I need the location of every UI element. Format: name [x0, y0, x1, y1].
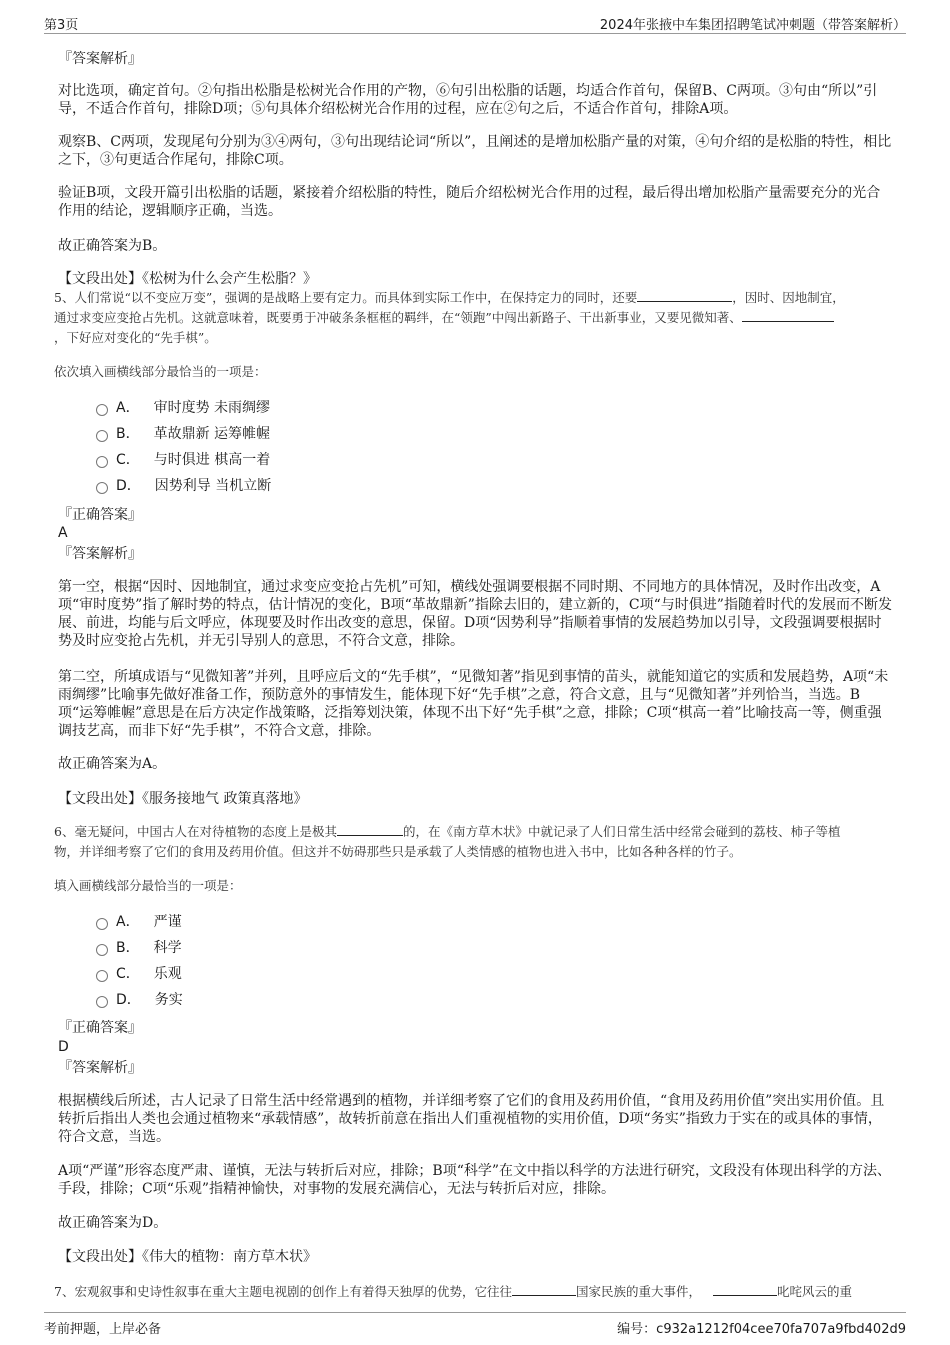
q6-correct-answer: D — [58, 1039, 69, 1055]
q5-analysis-p2: 第二空，所填成语与“见微知著”并列，且呼应后文的“先手棋”，“见微知著”指见到事情的苗头，就能知道它的实质和发展趋势，A项“未雨绸缪”比喻事先做好准备工作，预防意外的事情发生，能体现下好“先手棋”之意，符合文意，且与“见微知著”并列恰当，当选。B项“运筹帷幄”意思是在后方决定作战策略，泛指筹划決策，体现不出下好“先手棋”之意，排除；C项“棋高一着”比喻技高一等，侧重强调技艺高，而非下好“先手棋”，不符合文意，排除。 — [58, 669, 889, 739]
option-letter: A． — [116, 400, 140, 416]
option-text: 乐观 — [153, 966, 182, 982]
document-id: 编号：c932a1212f04cee70fa707a9fbd402d9 — [617, 1322, 906, 1337]
q5-source: 【文段出处】《服务接地气 政策真落地》 — [58, 791, 308, 807]
q6-stem-part2: 的，在《南方草木状》中就记录了人们日常生活中经常会碰到的荔枝、柿子等植 — [402, 824, 841, 839]
option-text: 科学 — [153, 940, 182, 956]
option-text: 严谨 — [153, 914, 182, 930]
q4-final-answer: 故正确答案为B。 — [58, 238, 167, 254]
q4-analysis-p3: 验证B项，文段开篇引出松脂的话题，紧接着介绍松脂的特性，随后介绍松树光合作用的过程，最后得出增加松脂产量需要充分的光合作用的结论，逻辑顺序正确，当选。 — [58, 185, 881, 219]
option-text: 因势利导 当机立断 — [154, 478, 272, 494]
option-text: 审时度势 未雨绸缪 — [153, 400, 271, 416]
q6-option-d[interactable] — [96, 991, 183, 1009]
q5-stem — [54, 288, 894, 348]
q5-stem-part1: 5、人们常说“以不变应万变”，强调的是战略上要有定力。而具体到实际工作中，在保持定力的同时，还要 — [54, 290, 638, 305]
q7-stem-part3: 叱咤风云的重 — [776, 1284, 852, 1299]
q6-stem-part1: 6、毫无疑问，中国古人在对待植物的态度上是极其 — [54, 824, 337, 839]
q6-correct-label: 『正确答案』 — [58, 1020, 142, 1036]
q5-blank-2 — [742, 309, 834, 322]
q7-stem — [54, 1282, 894, 1302]
q7-blank-2 — [713, 1283, 777, 1296]
q6-option-c[interactable] — [96, 965, 182, 983]
q5-stem-part4: ，下好应对变化的“先手棋”。 — [54, 330, 217, 345]
q5-option-c[interactable] — [96, 451, 270, 469]
q4-analysis-label: 『答案解析』 — [58, 51, 142, 67]
q5-stem-part2: ，因时、因地制宜， — [732, 290, 845, 305]
option-letter: B． — [116, 940, 140, 956]
option-letter: D． — [116, 478, 141, 494]
page-footer — [0, 1308, 950, 1345]
q5-stem-part3: 通过求变应变抢占先机。这就意味着，既要勇于冲破条条框框的羁绊，在“领跑”中闯出新路子、干出新事业，又要见微知著、 — [54, 310, 742, 325]
q6-analysis-label: 『答案解析』 — [58, 1060, 142, 1076]
option-text: 与时俱进 棋高一着 — [153, 452, 271, 468]
option-letter: C． — [116, 452, 140, 468]
q7-blank-1 — [512, 1283, 576, 1296]
radio-icon[interactable] — [96, 918, 108, 930]
page-header — [0, 0, 950, 36]
q6-prompt: 填入画横线部分最恰当的一项是： — [54, 878, 242, 893]
option-letter: C． — [116, 966, 140, 982]
q6-option-a[interactable] — [96, 913, 182, 931]
radio-icon[interactable] — [96, 404, 108, 416]
option-letter: D． — [116, 992, 141, 1008]
radio-icon[interactable] — [96, 430, 108, 442]
q5-blank-1 — [637, 289, 732, 302]
option-letter: A． — [116, 914, 140, 930]
q5-option-b[interactable] — [96, 425, 270, 443]
q5-option-d[interactable] — [96, 477, 271, 495]
q5-prompt: 依次填入画横线部分最恰当的一项是： — [54, 364, 267, 379]
radio-icon[interactable] — [96, 970, 108, 982]
q6-source: 【文段出处】《伟大的植物：南方草木状》 — [58, 1249, 317, 1265]
radio-icon[interactable] — [96, 482, 108, 494]
option-letter: B． — [116, 426, 140, 442]
radio-icon[interactable] — [96, 996, 108, 1008]
footer-slogan: 考前押题，上岸必备 — [44, 1322, 162, 1337]
page-number: 第3页 — [44, 18, 79, 33]
q6-option-b[interactable] — [96, 939, 182, 957]
q5-analysis-label: 『答案解析』 — [58, 546, 142, 562]
q6-analysis-p1: 根据横线后所述，古人记录了日常生活中经常遇到的植物，并详细考察了它们的食用及药用价值，“食用及药用价值”突出实用价值。且转折后指出人类也会通过植物来“承载情感”，故转折前意在指出人们重视植物的实用价值，D项“务实”指致力于实在的或具体的事情，符合文意，当选。 — [58, 1093, 885, 1145]
q6-blank-1 — [337, 823, 403, 836]
q4-analysis-p1: 对比选项，确定首句。②句指出松脂是松树光合作用的产物，⑥句引出松脂的话题，均适合作首句，保留B、C两项。③句由“所以”引导，不适合作首句，排除D项；⑤句具体介绍松树光合作用的过程，应在②句之后，不适合作首句，排除A项。 — [58, 83, 878, 117]
header-divider — [44, 33, 906, 34]
q5-analysis-p1: 第一空，根据“因时、因地制宜，通过求变应变抢占先机”可知，横线处强调要根据不同时期、不同地方的具体情况，及时作出改变，A项“审时度势”指了解时势的特点，估计情况的变化，B项“革故鼎新”指除去旧的，建立新的，C项“与时俱进”指随着时代的发展而不断发展、前进，均能与后文呼应，体现要及时作出改变的意思，保留。D项“因势利导”指顺着事情的发展趋势加以引导，文段强调要根据时势及时应变抢占先机，并无引导别人的意思，不符合文意，排除。 — [58, 579, 892, 649]
q4-source: 【文段出处】《松树为什么会产生松脂？》 — [58, 271, 317, 287]
radio-icon[interactable] — [96, 944, 108, 956]
option-text: 务实 — [154, 992, 183, 1008]
option-text: 革故鼎新 运筹帷幄 — [153, 426, 271, 442]
q5-option-a[interactable] — [96, 399, 270, 417]
q7-stem-part1: 7、宏观叙事和史诗性叙事在重大主题电视剧的创作上有着得天独厚的优势，它往往 — [54, 1284, 512, 1299]
q5-correct-label: 『正确答案』 — [58, 507, 142, 523]
q6-stem-part3: 物，并详细考察了它们的食用及药用价值。但这并不妨碍那些只是承载了人类情感的植物也进入书中，比如各种各样的竹子。 — [54, 844, 742, 859]
radio-icon[interactable] — [96, 456, 108, 468]
q5-final-answer: 故正确答案为A。 — [58, 756, 167, 772]
q7-stem-part2: 国家民族的重大事件， — [575, 1284, 701, 1299]
q4-analysis-p2: 观察B、C两项，发现尾句分别为③④两句，③句出现结论词“所以”，且阐述的是增加松脂产量的对策，④句介绍的是松脂的特性，相比之下，③句更适合作尾句，排除C项。 — [58, 134, 892, 168]
footer-divider — [44, 1312, 906, 1313]
document-title: 2024年张掖中车集团招聘笔试冲刺题（带答案解析） — [599, 18, 906, 33]
q6-final-answer: 故正确答案为D。 — [58, 1215, 168, 1231]
q5-correct-answer: A — [58, 525, 68, 541]
q6-stem — [54, 822, 894, 862]
q6-analysis-p2: A项“严谨”形容态度严肃、谨慎，无法与转折后对应，排除；B项“科学”在文中指以科学的方法进行研究，文段没有体现出科学的方法、手段，排除；C项“乐观”指精神愉快，对事物的发展充满信心，无法与转折后对应，排除。 — [58, 1163, 892, 1197]
